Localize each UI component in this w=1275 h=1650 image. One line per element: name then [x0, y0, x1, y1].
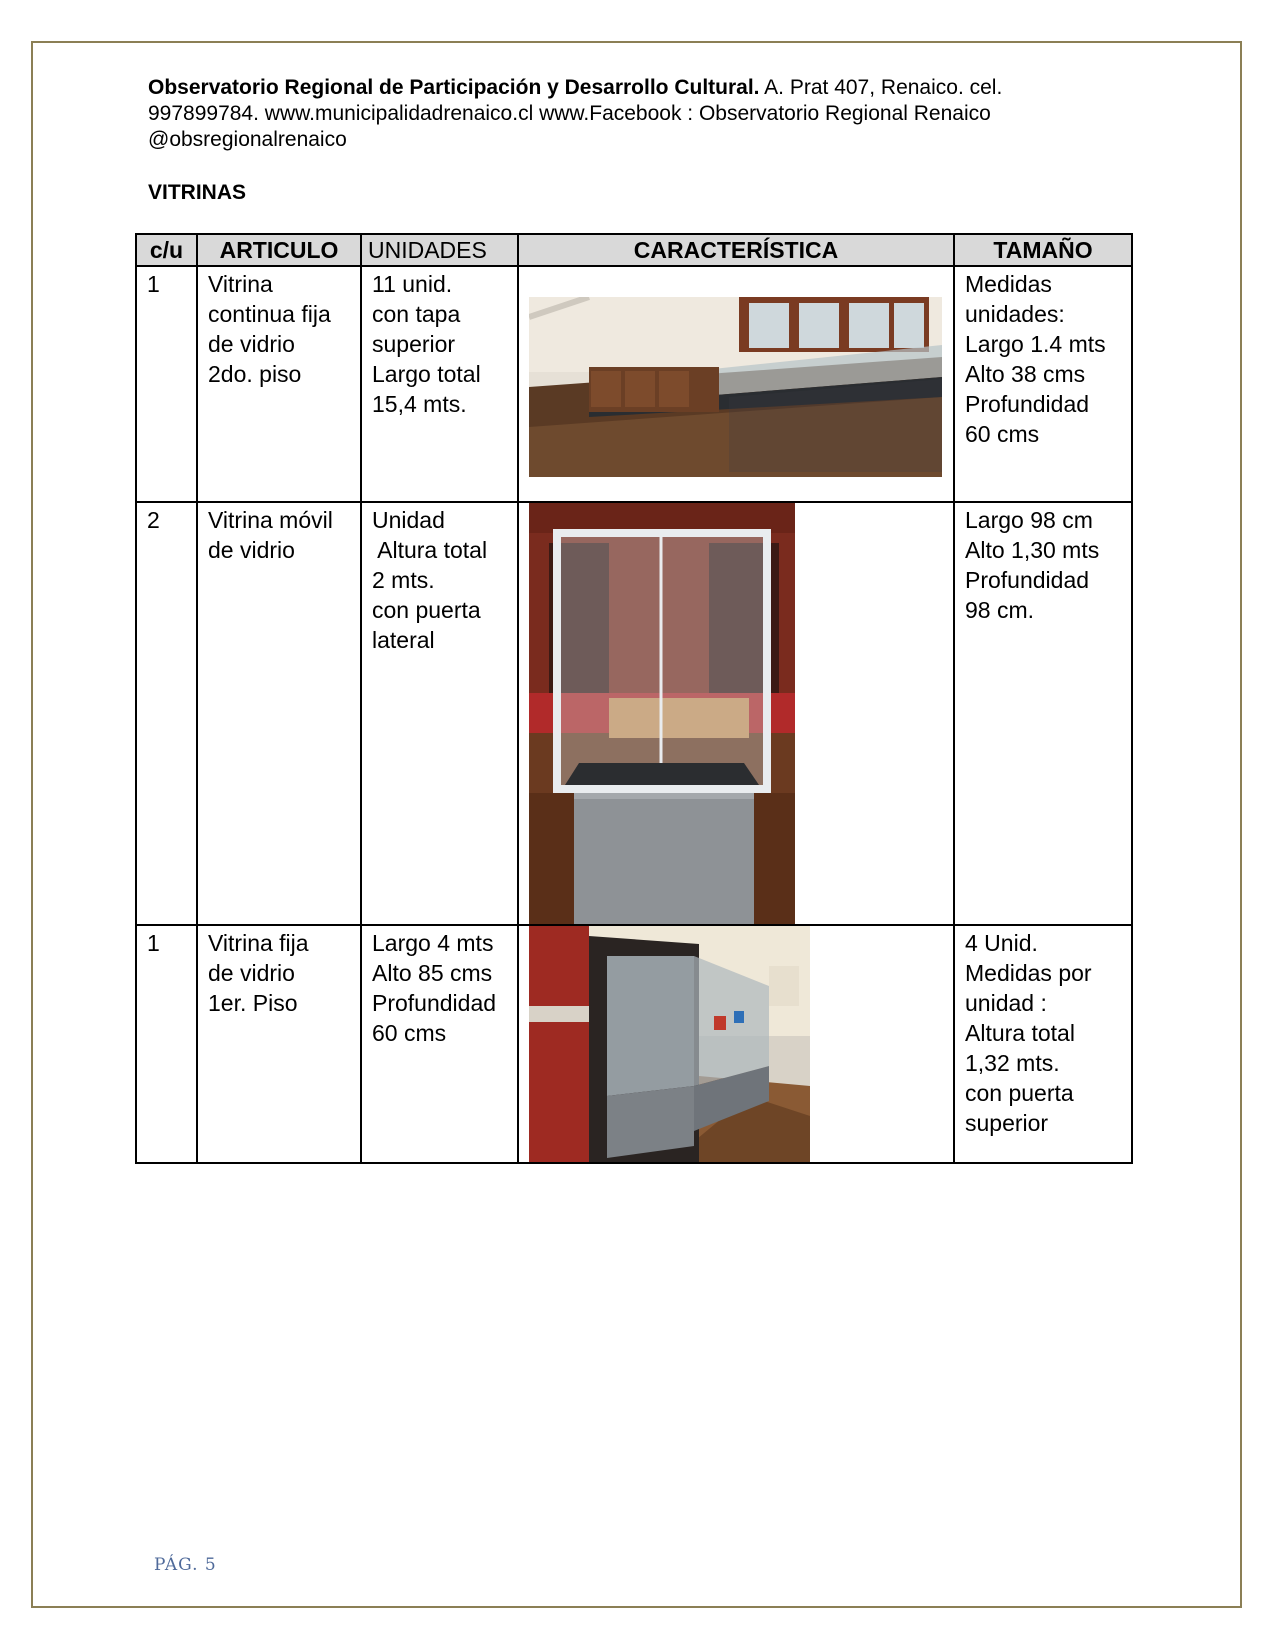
text-line: 4 Unid. — [965, 930, 1038, 956]
text-line: Alto 1,30 mts — [965, 537, 1100, 563]
text-line: Alto 38 cms — [965, 361, 1086, 387]
org-name: Observatorio Regional de Participación y Desarrollo Cultural. — [148, 76, 760, 99]
text-line: 2 mts. — [372, 567, 435, 593]
text-line: superior — [965, 1110, 1049, 1136]
table-header-row — [136, 234, 1132, 266]
table-row — [136, 925, 1132, 1163]
cell-caracteristica — [518, 925, 954, 1163]
document-header — [148, 75, 1108, 153]
showcase-photo-mobile — [529, 503, 795, 924]
cell-articulo — [197, 502, 361, 925]
showcase-photo-fixed — [529, 926, 810, 1162]
cell-cu: 1 — [136, 925, 197, 1163]
inventory-table — [135, 233, 1133, 1164]
text-line: 60 cms — [965, 421, 1040, 447]
text-line: Largo total — [372, 361, 481, 387]
text-line: 11 unid. — [372, 271, 453, 297]
text-line: con puerta — [965, 1080, 1074, 1106]
text-line: 2do. piso — [208, 361, 302, 387]
text-line: Unidad — [372, 507, 445, 533]
text-line: 1,32 mts. — [965, 1050, 1060, 1076]
col-header-cu: c/u — [136, 234, 197, 266]
page-number: PÁG. 5 — [154, 1555, 217, 1575]
text-line: continua fija — [208, 301, 331, 327]
text-line: Alto 85 cms — [372, 960, 493, 986]
showcase-photo-continuous — [529, 297, 942, 477]
section-title: VITRINAS — [148, 181, 247, 204]
text-line: Medidas — [965, 271, 1052, 297]
cell-unidades — [361, 502, 518, 925]
text-line: 60 cms — [372, 1020, 447, 1046]
cell-unidades — [361, 925, 518, 1163]
org-social: @obsregionalrenaico — [148, 128, 347, 151]
table-row — [136, 266, 1132, 502]
photo-drawing — [529, 926, 810, 1162]
text-line: Medidas por — [965, 960, 1092, 986]
text-line: Profundidad — [372, 990, 497, 1016]
text-line: Altura total — [372, 537, 488, 563]
text-line: lateral — [372, 627, 435, 653]
text-line: Profundidad — [965, 567, 1090, 593]
cell-tamano — [954, 502, 1132, 925]
cell-articulo — [197, 266, 361, 502]
text-line: 15,4 mts. — [372, 391, 467, 417]
text-line: con tapa — [372, 301, 461, 327]
text-line: unidades: — [965, 301, 1065, 327]
text-line: Vitrina fija — [208, 930, 309, 956]
photo-drawing — [529, 503, 795, 924]
text-line: de vidrio — [208, 537, 295, 563]
org-address: A. Prat 407, Renaico. cel. — [759, 76, 1003, 99]
text-line: 1er. Piso — [208, 990, 298, 1016]
text-line: de vidrio — [208, 331, 295, 357]
cell-caracteristica — [518, 266, 954, 502]
text-line: Largo 98 cm — [965, 507, 1093, 533]
photo-drawing — [529, 297, 942, 477]
cell-articulo — [197, 925, 361, 1163]
text-line: de vidrio — [208, 960, 295, 986]
text-line: Profundidad — [965, 391, 1090, 417]
cell-tamano — [954, 266, 1132, 502]
text-line: con puerta — [372, 597, 481, 623]
text-line: Largo 1.4 mts — [965, 331, 1106, 357]
text-line: Largo 4 mts — [372, 930, 494, 956]
table-row — [136, 502, 1132, 925]
cell-cu: 1 — [136, 266, 197, 502]
cell-cu: 2 — [136, 502, 197, 925]
text-line: Altura total — [965, 1020, 1075, 1046]
org-contact: 997899784. www.municipalidadrenaico.cl www.Facebook : Observatorio Regional Renaico — [148, 102, 991, 125]
col-header-articulo: ARTICULO — [197, 234, 361, 266]
text-line: superior — [372, 331, 456, 357]
text-line: unidad : — [965, 990, 1047, 1016]
cell-tamano — [954, 925, 1132, 1163]
col-header-caracteristica: CARACTERÍSTICA — [518, 234, 954, 266]
col-header-unidades: UNIDADES — [361, 234, 518, 266]
text-line: 98 cm. — [965, 597, 1035, 623]
cell-caracteristica — [518, 502, 954, 925]
text-line: Vitrina móvil — [208, 507, 333, 533]
text-line: Vitrina — [208, 271, 273, 297]
cell-unidades — [361, 266, 518, 502]
col-header-tamano: TAMAÑO — [954, 234, 1132, 266]
